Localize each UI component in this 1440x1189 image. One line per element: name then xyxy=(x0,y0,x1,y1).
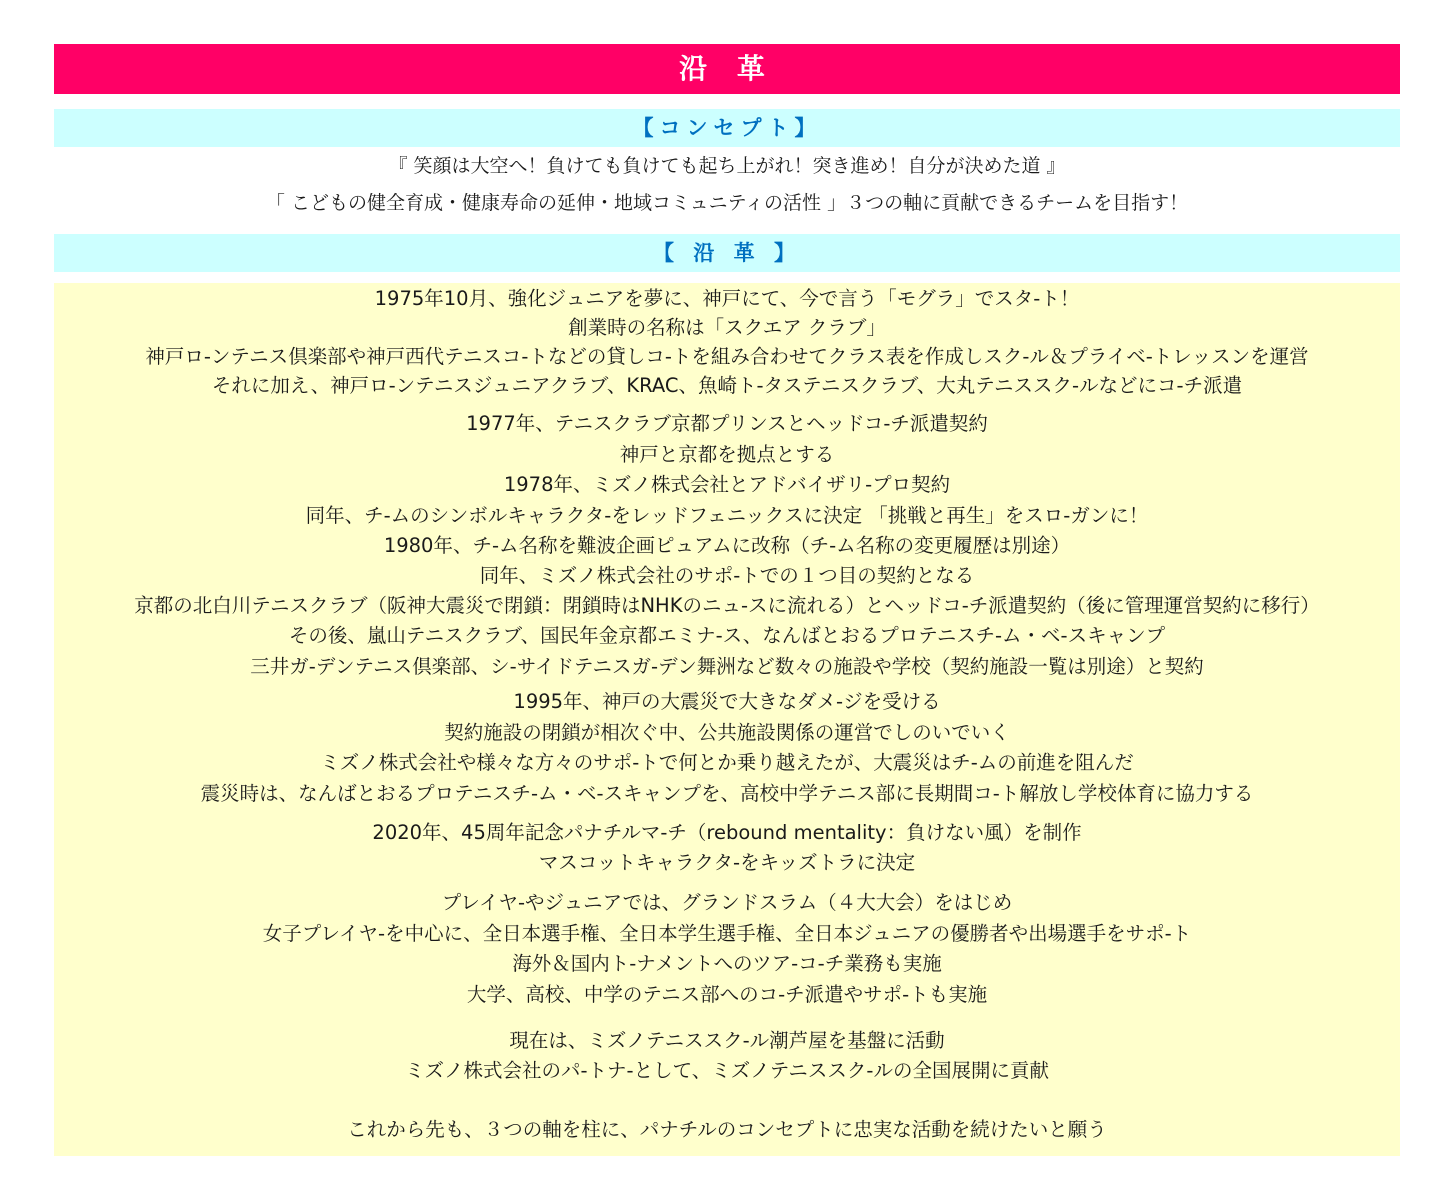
history-heading: 【 沿 革 】 xyxy=(54,234,1400,272)
page-title: 沿 革 xyxy=(54,44,1400,94)
concept-slogan: 『 笑顔は大空へ！負けても負けても起ち上がれ！突き進め！自分が決めた道 』 xyxy=(388,155,1066,177)
history-line: 同年、チ-ムのシンボルキャラクタ-をレッドフェニックスに決定 「挑戦と再生」をスロ-ガンに！ xyxy=(305,504,1149,527)
history-content xyxy=(54,283,1400,1156)
history-line: 1978年、ミズノ株式会社とアドバイザリ-プロ契約 xyxy=(503,473,951,496)
history-line: 契約施設の閉鎖が相次ぐ中、公共施設関係の運営でしのいでいく xyxy=(444,721,1010,744)
history-line: 三井ガ-デンテニス倶楽部、シ-サイドテニスガ-デン舞洲など数々の施設や学校（契約施設一覧は別途）と契約 xyxy=(250,655,1204,678)
history-line: 1980年、チ-ム名称を難波企画ピュアムに改称（チ-ム名称の変更履歴は別途） xyxy=(383,534,1071,557)
history-line: 現在は、ミズノテニススク-ル潮芦屋を基盤に活動 xyxy=(509,1029,945,1052)
history-line: 1977年、テニスクラブ京都プリンスとヘッドコ-チ派遣契約 xyxy=(466,412,988,435)
history-line: ミズノ株式会社や様々な方々のサポ-トで何とか乗り越えたが、大震災はチ-ムの前進を阻んだ xyxy=(320,751,1134,774)
history-line: マスコットキャラクタ-をキッズトラに決定 xyxy=(538,851,916,874)
history-line: 震災時は、なんばとおるプロテニスチ-ム・ベ-スキャンプを、高校中学テニス部に長期間コ-ト解放し学校体育に協力する xyxy=(200,782,1254,805)
history-line: これから先も、３つの軸を柱に、パナチルのコンセプトに忠実な活動を続けたいと願う xyxy=(347,1118,1107,1141)
history-line: 大学、高校、中学のテニス部へのコ-チ派遣やサポ-トも実施 xyxy=(466,983,988,1006)
history-line: それに加え、神戸ロ-ンテニスジュニアクラブ、KRAC、魚崎ト-タステニスクラブ、大丸テニススク-ルなどにコ-チ派遣 xyxy=(211,374,1243,397)
history-line: その後、嵐山テニスクラブ、国民年金京都エミナ-ス、なんばとおるプロテニスチ-ム・ベ-スキャンプ xyxy=(288,624,1166,647)
history-line: 1975年10月、強化ジュニアを夢に、神戸にて、今で言う「モグラ」でスタ-ト！ xyxy=(374,287,1080,310)
concept-mission: 「 こどもの健全育成・健康寿命の延伸・地域コミュニティの活性 」３つの軸に貢献できるチームを目指す！ xyxy=(265,192,1189,214)
history-line: プレイヤ-やジュニアでは、グランドスラム（４大大会）をはじめ xyxy=(441,891,1013,914)
history-line: 海外＆国内ト-ナメントへのツア-コ-チ業務も実施 xyxy=(512,952,942,975)
history-line: 神戸と京都を拠点とする xyxy=(619,443,835,466)
concept-heading: 【コンセプト】 xyxy=(54,109,1400,147)
history-line: 創業時の名称は「スクエア クラブ」 xyxy=(568,316,886,339)
history-line: 2020年、45周年記念パナチルマ-チ（rebound mentality：負けない風）を制作 xyxy=(372,821,1082,844)
history-line: 神戸ロ-ンテニス倶楽部や神戸西代テニスコ-トなどの貸しコ-トを組み合わせてクラス表を作成しスク-ル＆プライベ-トレッスンを運営 xyxy=(145,345,1309,368)
history-line: 1995年、神戸の大震災で大きなダメ-ジを受ける xyxy=(513,690,941,713)
history-line: 京都の北白川テニスクラブ（阪神大震災で閉鎖：閉鎖時はNHKのニュ-スに流れる）とヘッドコ-チ派遣契約（後に管理運営契約に移行） xyxy=(134,594,1320,617)
history-line: ミズノ株式会社のパ-トナ-として、ミズノテニススク-ルの全国展開に貢献 xyxy=(405,1059,1049,1082)
history-line: 女子プレイヤ-を中心に、全日本選手権、全日本学生選手権、全日本ジュニアの優勝者や出場選手をサポ-ト xyxy=(262,922,1192,945)
history-line: 同年、ミズノ株式会社のサポ-トでの１つ目の契約となる xyxy=(479,564,975,587)
